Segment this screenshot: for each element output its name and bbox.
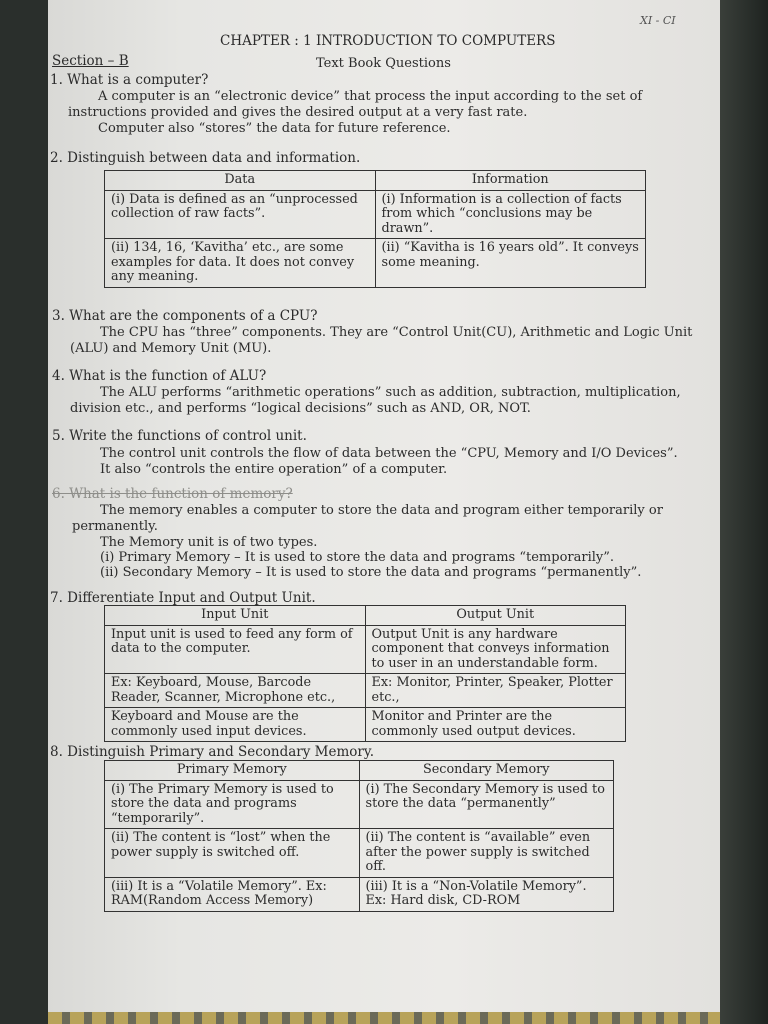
answer-1-line-1: A computer is an “electronic device” that process the input according to the set of	[98, 89, 643, 104]
answer-6-line-5: (ii) Secondary Memory – It is used to store the data and programs “permanently”.	[100, 565, 642, 580]
table-cell: (i) Data is defined as an “unprocessed collection of raw facts”.	[105, 190, 376, 239]
section-heading: Section – B	[52, 53, 129, 69]
input-output-table	[104, 605, 626, 742]
answer-1-line-2: instructions provided and gives the desired output at a very fast rate.	[68, 105, 528, 120]
table-header: Output Unit	[365, 606, 626, 626]
table-cell: (ii) “Kavitha is 16 years old”. It conveys some meaning.	[375, 239, 646, 288]
question-8: 8. Distinguish Primary and Secondary Memory.	[50, 744, 374, 760]
page-subtitle: Text Book Questions	[316, 56, 451, 71]
table-header: Data	[105, 171, 376, 191]
answer-4-line-1: The ALU performs “arithmetic operations” such as addition, subtraction, multiplication,	[100, 385, 681, 400]
answer-6-line-2: permanently.	[72, 519, 158, 534]
question-5: 5. Write the functions of control unit.	[52, 428, 307, 444]
table-cell: Output Unit is any hardware component that conveys information to user in an understandable form.	[365, 625, 626, 674]
table-cell: Keyboard and Mouse are the commonly used input devices.	[105, 708, 366, 742]
table-cell: (ii) 134, 16, ‘Kavitha’ etc., are some examples for data. It does not convey any meaning.	[105, 239, 376, 288]
table-cell: (i) Information is a collection of facts from which “conclusions may be drawn”.	[375, 190, 646, 239]
table-row	[105, 190, 646, 239]
question-4: 4. What is the function of ALU?	[52, 368, 267, 384]
table-cell: Monitor and Printer are the commonly used output devices.	[365, 708, 626, 742]
answer-6-line-3: The Memory unit is of two types.	[100, 535, 318, 550]
table-row	[105, 708, 626, 742]
table-row	[105, 877, 614, 911]
table-cell: (ii) The content is “available” even after the power supply is switched off.	[359, 829, 614, 878]
table-cell: Ex: Monitor, Printer, Speaker, Plotter etc.,	[365, 674, 626, 708]
background-strip	[48, 1012, 720, 1024]
answer-1-line-3: Computer also “stores” the data for future reference.	[98, 121, 451, 136]
answer-4-line-2: division etc., and performs “logical decisions” such as AND, OR, NOT.	[70, 401, 531, 416]
answer-3-line-1: The CPU has “three” components. They are “Control Unit(CU), Arithmetic and Logic Unit	[100, 325, 693, 340]
table-header: Secondary Memory	[359, 761, 614, 781]
question-2: 2. Distinguish between data and information.	[50, 150, 361, 166]
question-1: 1. What is a computer?	[50, 72, 209, 88]
question-3: 3. What are the components of a CPU?	[52, 308, 318, 324]
table-row	[105, 829, 614, 878]
table-row	[105, 239, 646, 288]
table-cell: (ii) The content is “lost” when the power supply is switched off.	[105, 829, 360, 878]
table-cell: (iii) It is a “Non-Volatile Memory”. Ex: Hard disk, CD-ROM	[359, 877, 614, 911]
chapter-title: CHAPTER : 1 INTRODUCTION TO COMPUTERS	[220, 33, 556, 49]
table-cell: Ex: Keyboard, Mouse, Barcode Reader, Scanner, Microphone etc.,	[105, 674, 366, 708]
table-row	[105, 625, 626, 674]
answer-5-line-1: The control unit controls the flow of data between the “CPU, Memory and I/O Devices”.	[100, 446, 678, 461]
table-cell: (i) The Primary Memory is used to store the data and programs “temporarily”.	[105, 780, 360, 829]
question-6: 6. What is the function of memory?	[52, 486, 293, 502]
question-7: 7. Differentiate Input and Output Unit.	[50, 590, 316, 606]
table-header: Primary Memory	[105, 761, 360, 781]
table-header: Information	[375, 171, 646, 191]
primary-secondary-memory-table	[104, 760, 614, 912]
corner-handwriting: XI - CI	[640, 14, 676, 27]
table-row	[105, 780, 614, 829]
answer-6-line-4: (i) Primary Memory – It is used to store the data and programs “temporarily”.	[100, 550, 615, 565]
data-information-table	[104, 170, 646, 288]
answer-3-line-2: (ALU) and Memory Unit (MU).	[70, 341, 272, 356]
table-cell: (i) The Secondary Memory is used to store the data “permanently”	[359, 780, 614, 829]
table-row	[105, 674, 626, 708]
answer-6-line-1: The memory enables a computer to store the data and program either temporarily or	[100, 503, 663, 518]
background-edge	[720, 0, 768, 1024]
table-cell: (iii) It is a “Volatile Memory”. Ex: RAM(Random Access Memory)	[105, 877, 360, 911]
answer-5-line-2: It also “controls the entire operation” of a computer.	[100, 462, 448, 477]
table-header: Input Unit	[105, 606, 366, 626]
table-cell: Input unit is used to feed any form of data to the computer.	[105, 625, 366, 674]
